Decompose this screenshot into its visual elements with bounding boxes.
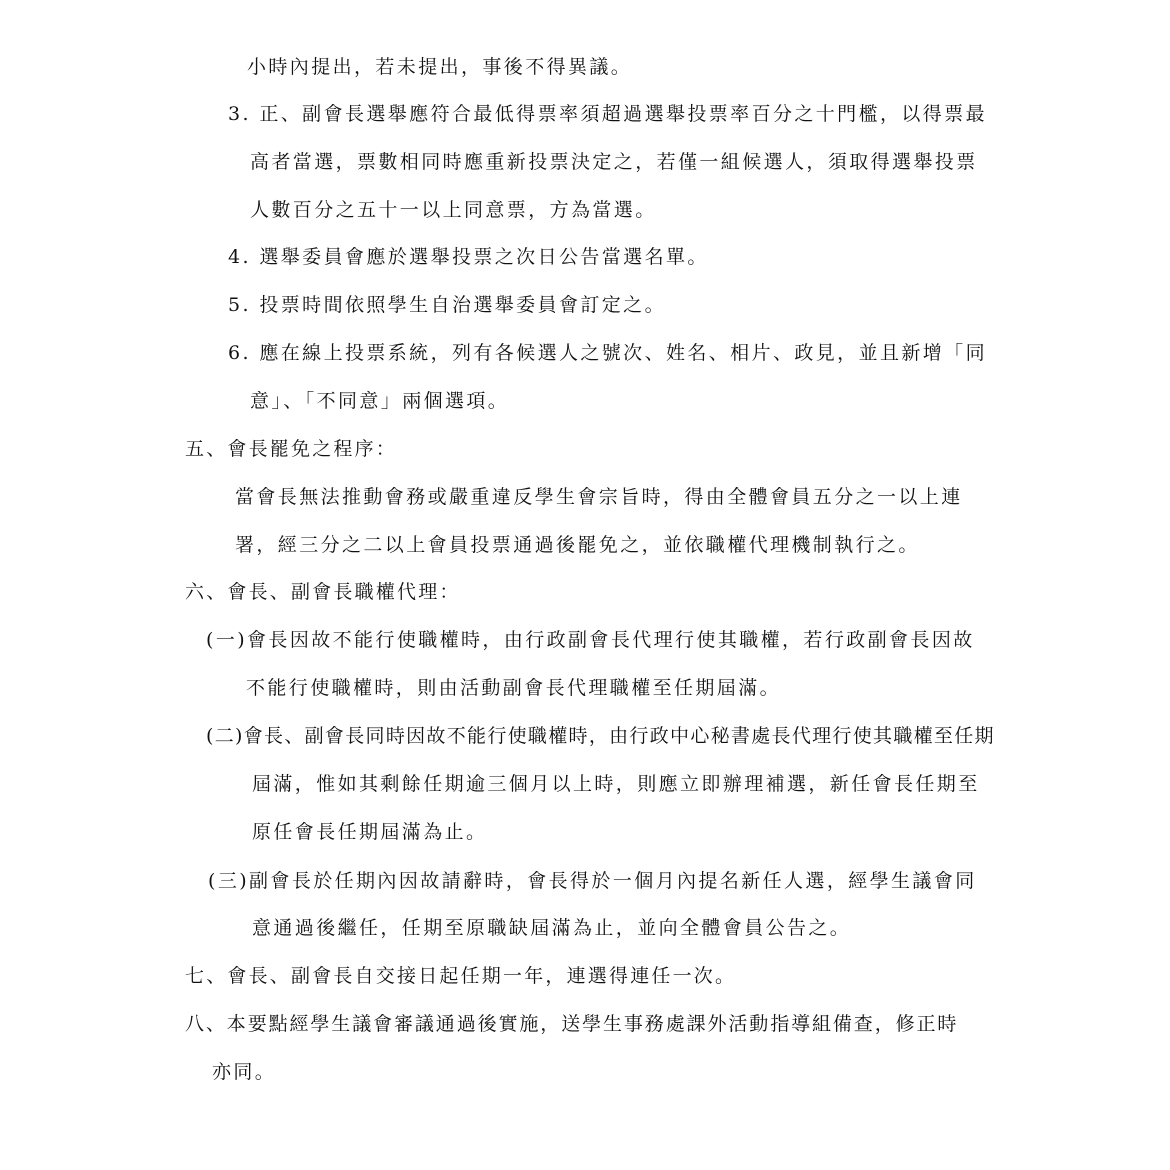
list-item-3-line-2: 高者當選，票數相同時應重新投票決定之，若僅一組候選人，須取得選舉投票 [250,151,978,173]
list-item-6: 6. 應在線上投票系統，列有各候選人之號次、姓名、相片、政見，並且新增「同 [228,342,987,364]
subitem-1-line-2: 不能行使職權時，則由活動副會長代理職權至任期屆滿。 [246,677,782,699]
list-item-3-line-3: 人數百分之五十一以上同意票，方為當選。 [250,199,657,221]
subitem-3: (三)副會長於任期內因故請辭時，會長得於一個月內提名新任人選，經學生議會同 [208,870,977,892]
section-5-paragraph-line-2: 署，經三分之二以上會員投票通過後罷免之，並依職權代理機制執行之。 [235,534,920,556]
text-line-continuation: 小時內提出，若未提出，事後不得異議。 [247,56,633,78]
subitem-2-line-2: 屆滿，惟如其剩餘任期逾三個月以上時，則應立即辦理補選，新任會長任期至 [252,773,980,795]
list-item-4: 4. 選舉委員會應於選舉投票之次日公告當選名單。 [228,246,709,268]
subitem-2: (二)會長、副會長同時因故不能行使職權時，由行政中心秘書處長代理行使其職權至任期 [206,725,995,747]
subitem-2-line-3: 原任會長任期屆滿為止。 [252,821,488,843]
list-item-5: 5. 投票時間依照學生自治選舉委員會訂定之。 [228,294,666,316]
section-heading-7: 七、會長、副會長自交接日起任期一年，連選得連任一次。 [185,965,737,987]
subitem-1: (一)會長因故不能行使職權時，由行政副會長代理行使其職權，若行政副會長因故 [206,629,975,651]
section-8-line-2: 亦同。 [212,1061,277,1083]
section-heading-5: 五、會長罷免之程序： [185,438,398,460]
section-5-paragraph: 當會長無法推動會務或嚴重違反學生會宗旨時，得由全體會員五分之一以上連 [235,486,963,508]
section-heading-6: 六、會長、副會長職權代理： [185,581,461,603]
list-item-6-line-2: 意」、「不同意」兩個選項。 [250,390,510,412]
section-heading-8: 八、本要點經學生議會審議通過後實施，送學生事務處課外活動指導組備查，修正時 [185,1013,959,1035]
subitem-3-line-2: 意通過後繼任，任期至原職缺屆滿為止，並向全體會員公告之。 [252,917,852,939]
list-item-3: 3. 正、副會長選舉應符合最低得票率須超過選舉投票率百分之十門檻，以得票最 [228,103,987,125]
